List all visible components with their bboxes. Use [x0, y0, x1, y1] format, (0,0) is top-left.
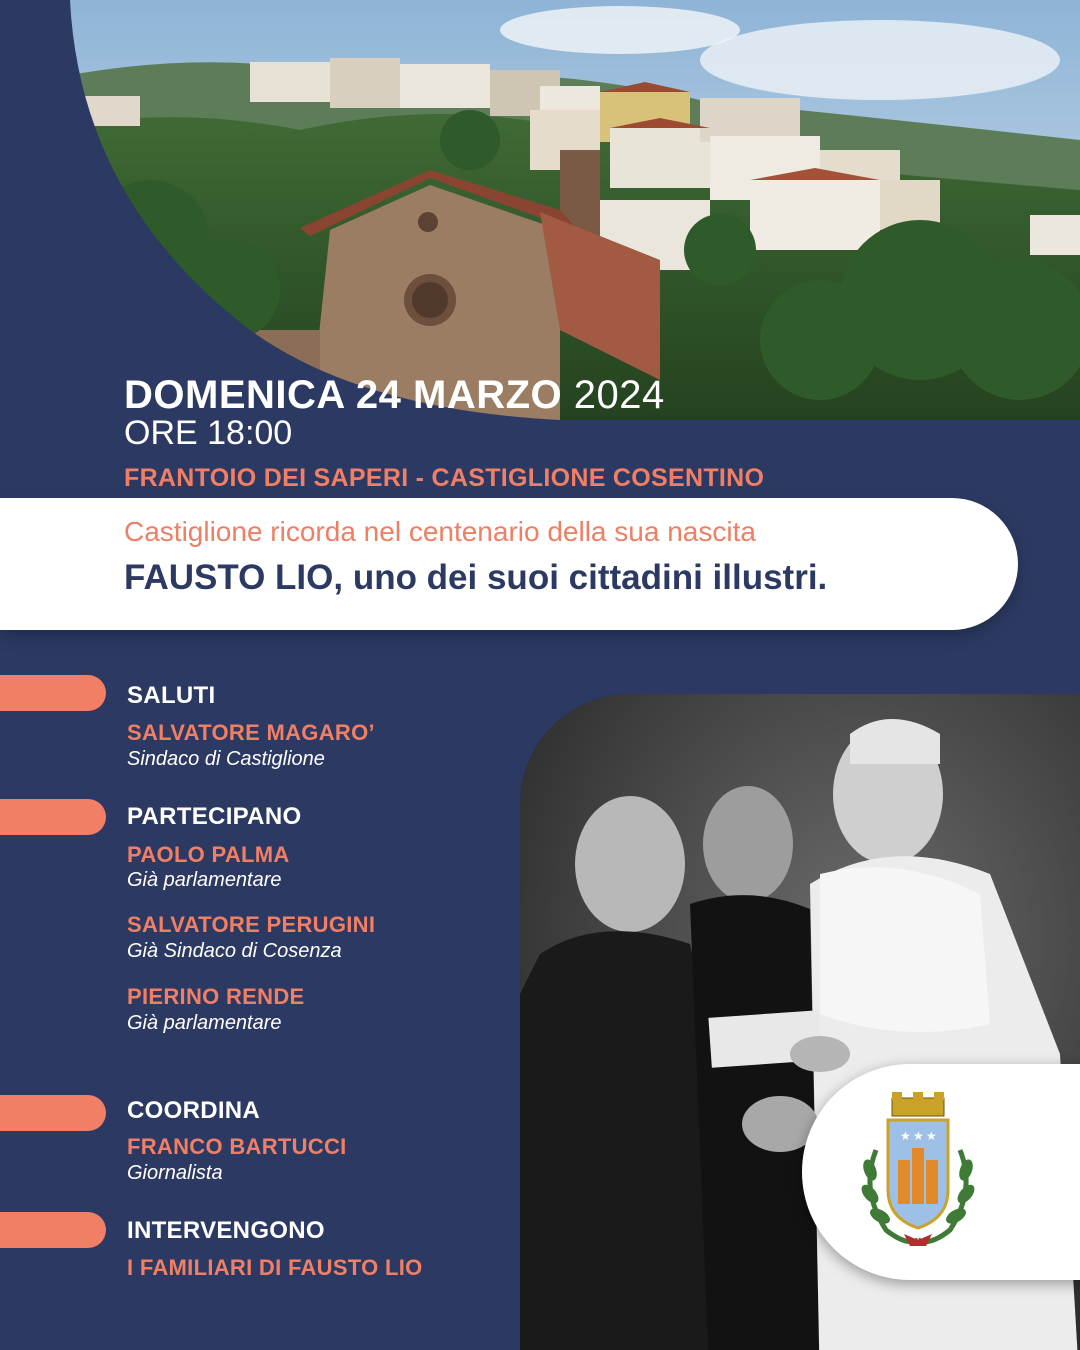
village-aerial-photo: [0, 0, 1080, 420]
event-venue: FRANTOIO DEI SAPERI - CASTIGLIONE COSENTINO: [124, 464, 765, 492]
speaker-name: SALVATORE PERUGINI: [127, 912, 376, 937]
event-date: [124, 372, 764, 418]
speaker-name: I FAMILIARI DI FAUSTO LIO: [127, 1255, 423, 1280]
banner-subtitle: Castiglione ricorda nel centenario della sua nascita: [124, 516, 756, 547]
coordina-heading: COORDINA: [127, 1097, 261, 1124]
saluti-heading: SALUTI: [127, 682, 216, 709]
intervengono-marker: [0, 1212, 106, 1248]
crest-card: [802, 1064, 1080, 1280]
speaker-name: PAOLO PALMA: [127, 842, 290, 867]
coordina-marker: [0, 1095, 106, 1131]
intervengono-heading: INTERVENGONO: [127, 1217, 325, 1244]
saluti-marker: [0, 675, 106, 711]
partecipano-heading: PARTECIPANO: [127, 803, 302, 830]
speaker-name: PIERINO RENDE: [127, 984, 305, 1009]
speaker-role: Già Sindaco di Cosenza: [127, 940, 342, 962]
speaker-role: Già parlamentare: [127, 1012, 282, 1034]
coat-of-arms-icon: [856, 1090, 980, 1250]
speaker-role: Giornalista: [127, 1162, 223, 1184]
commemoration-banner: [0, 498, 1018, 630]
svg-text:★: ★: [913, 1129, 924, 1143]
speaker-role: Già parlamentare: [127, 869, 282, 891]
svg-text:★: ★: [926, 1129, 937, 1143]
partecipano-marker: [0, 799, 106, 835]
speaker-name: SALVATORE MAGARO’: [127, 720, 375, 745]
event-year: 2024: [573, 373, 665, 417]
event-info: [124, 372, 764, 493]
speaker-role: Sindaco di Castiglione: [127, 748, 325, 770]
banner-title: FAUSTO LIO, uno dei suoi cittadini illustri.: [124, 558, 828, 597]
event-date-day: DOMENICA 24 MARZO: [124, 373, 563, 417]
event-time: ORE 18:00: [124, 414, 293, 452]
svg-text:★: ★: [900, 1129, 911, 1143]
speaker-name: FRANCO BARTUCCI: [127, 1134, 347, 1159]
